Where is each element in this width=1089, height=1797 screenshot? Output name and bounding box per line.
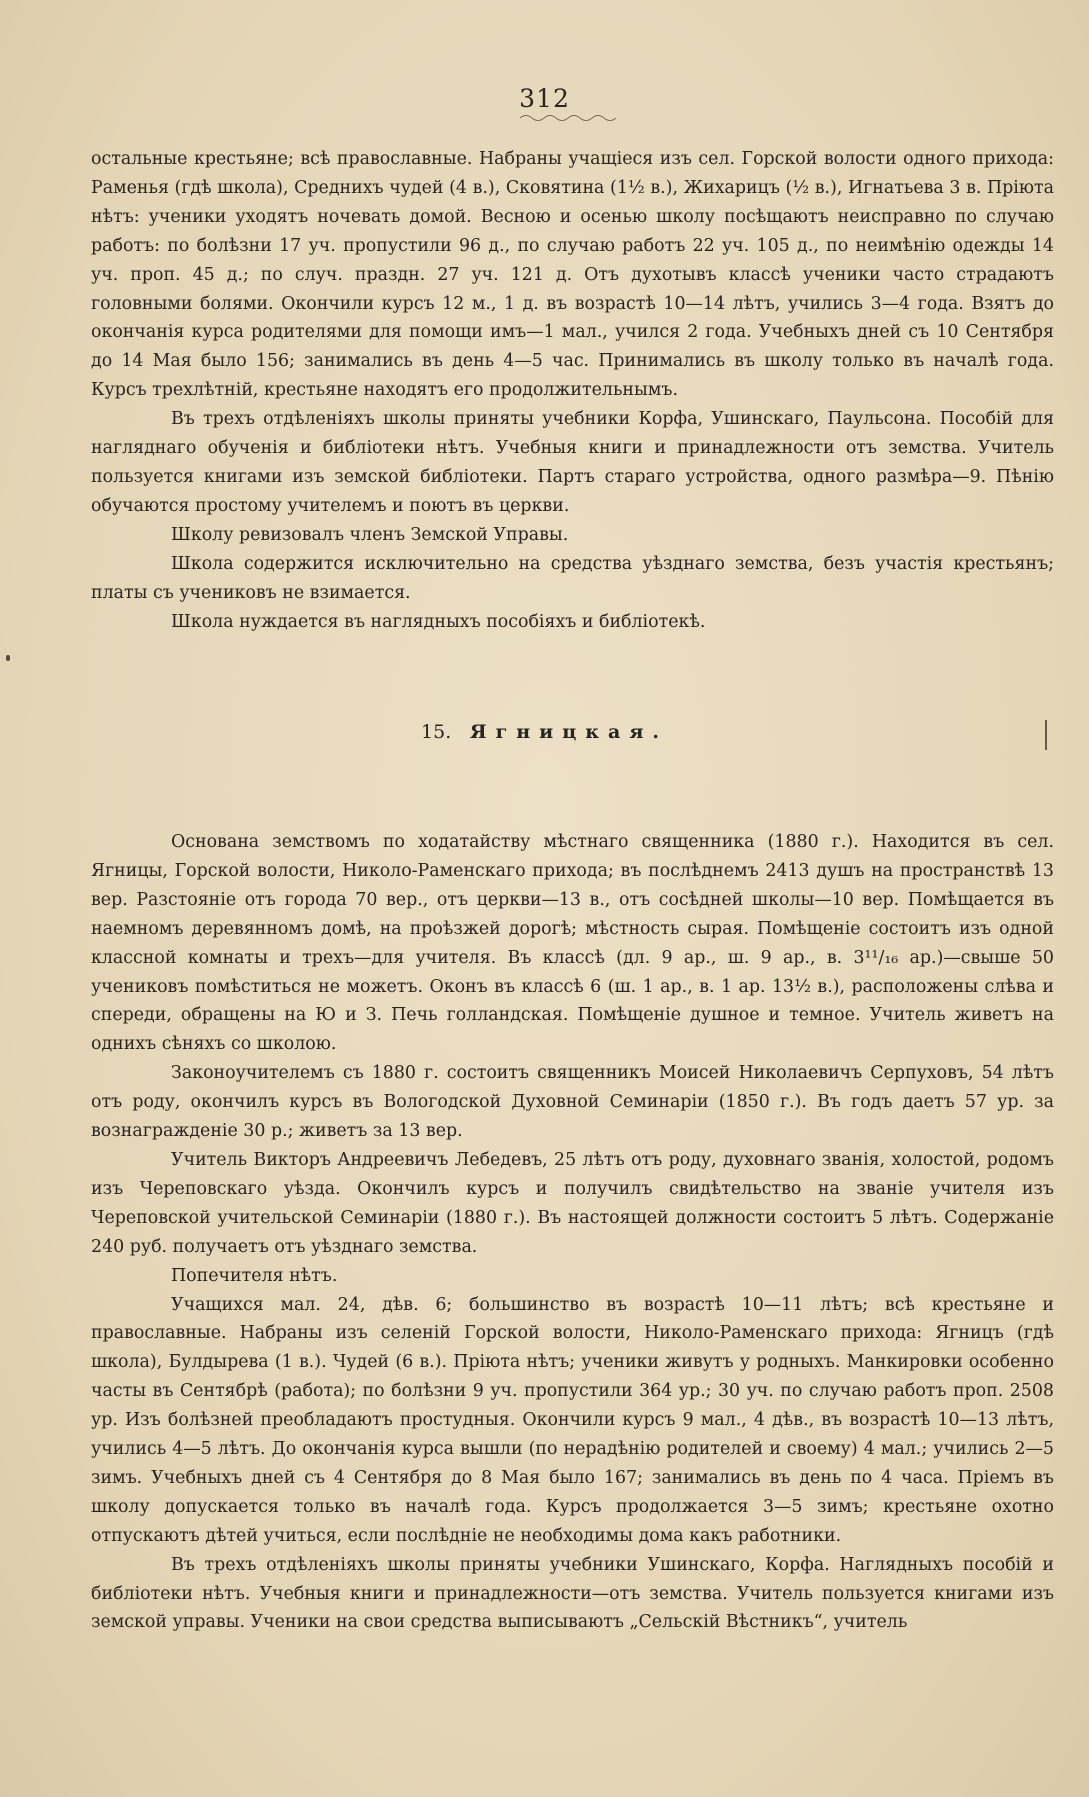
text-block-school-15 [91, 828, 1054, 1637]
paragraph: Попечителя нѣтъ. [171, 1265, 338, 1286]
paragraph: Въ трехъ отдѣленіяхъ школы приняты учебники Корфа, Ушинскаго, Паульсона. Пособій для нагляднаго обученія и библіотеки нѣтъ. Учебныя книги и принадлежности отъ земства. Учитель пользуется книгами изъ земской библіотеки. Партъ стараго устройства, одного размѣра—9. Пѣнію обучаются простому учителемъ и поютъ въ церкви. [91, 409, 1054, 516]
paragraph: Въ трехъ отдѣленіяхъ школы приняты учебники Ушинскаго, Корфа. Наглядныхъ пособій и библіотеки нѣтъ. Учебныя книги и принадлежности—отъ земства. Учитель пользуется книгами изъ земской управы. Ученики на свои средства выписываютъ „Сельскій Вѣстникъ“, учитель [91, 1554, 1054, 1633]
paragraph: Школа содержится исключительно на средства уѣзднаго земства, безъ участія крестьянъ; платы съ учениковъ не взимается. [91, 553, 1054, 603]
section-title: Ягницкая. [469, 721, 668, 743]
paragraph: Школа нуждается въ наглядныхъ пособіяхъ и библіотекѣ. [171, 611, 706, 632]
paragraph: Учащихся мал. 24, дѣв. 6; большинство въ возрастѣ 10—11 лѣтъ; всѣ крестьяне и православные. Набраны изъ селеній Горской волости, Николо-Раменскаго прихода: Ягницъ (гдѣ школа), Булдырева (1 в.). Чудей (6 в.). Пріюта нѣтъ; ученики живутъ у родныхъ. Манкировки особенно часты въ Сентябрѣ (работа); по болѣзни 9 уч. пропустили 364 ур.; 30 уч. по случаю работъ проп. 2508 ур. Изъ болѣзней преобладаютъ простудныя. Окончили курсъ 9 мал., 4 дѣв., въ возрастѣ 10—13 лѣтъ, учились 4—5 лѣтъ. До окончанія курса вышли (по нерадѣнію родителей и своему) 4 мал.; учились 2—5 зимъ. Учебныхъ дней съ 4 Сентября до 8 Мая было 167; занимались въ день по 4 часа. Пріемъ въ школу допускается только въ началѣ года. Курсъ продолжается 3—5 зимъ; крестьяне охотно отпускаютъ дѣтей учиться, если послѣдніе не необходимы дома какъ работники. [91, 1294, 1054, 1546]
scan-speck [6, 655, 10, 661]
paragraph: Школу ревизовалъ членъ Земской Управы. [171, 524, 569, 545]
section-heading [0, 721, 1089, 743]
paragraph: Законоучителемъ съ 1880 г. состоитъ священникъ Моисей Николаевичъ Серпуховъ, 54 лѣтъ отъ роду, окончилъ курсъ въ Вологодской Духовной Семинаріи (1850 г.). Въ годъ даетъ 57 ур. за вознагражденіе 30 р.; живетъ за 13 вер. [91, 1063, 1054, 1142]
ornament-flourish [520, 112, 620, 122]
paragraph: Учитель Викторъ Андреевичъ Лебедевъ, 25 лѣтъ отъ роду, духовнаго званія, холостой, родомъ изъ Череповскаго уѣзда. Окончилъ курсъ и получилъ свидѣтельство на званіе учителя изъ Череповской учительской Семинаріи (1880 г.). Въ настоящей должности состоитъ 5 лѣтъ. Содержаніе 240 руб. получаетъ отъ уѣзднаго земства. [91, 1149, 1054, 1257]
paragraph: Основана земствомъ по ходатайству мѣстнаго священника (1880 г.). Находится въ сел. Ягницы, Горской волости, Николо-Раменскаго прихода; въ послѣднемъ 2413 душъ на пространствѣ 13 вер. Разстояніе отъ города 70 вер., отъ церкви—13 в., отъ сосѣдней школы—10 вер. Помѣщается въ наемномъ деревянномъ домѣ, на проѣзжей дорогѣ; мѣстность сырая. Помѣщеніе состоитъ изъ одной классной комнаты и трехъ—для учителя. Въ классѣ (дл. 9 ар., ш. 9 ар., в. 3¹¹/₁₆ ар.)—свыше 50 учениковъ помѣститься не можетъ. Оконъ въ классѣ 6 (ш. 1 ар., в. 1 ар. 13½ в.), расположены слѣва и спереди, обращены на Ю и З. Печь голландская. Помѣщеніе душное и темное. Учитель живетъ на однихъ сѣняхъ со школою. [91, 832, 1054, 1055]
scan-mark [1045, 720, 1047, 750]
section-number: 15. [421, 721, 452, 743]
text-block-school-14-continued [91, 145, 1054, 636]
page-number: 312 [519, 84, 570, 113]
paragraph: остальные крестьяне; всѣ православные. Набраны учащіеся изъ сел. Горской волости одного прихода: Раменья (гдѣ школа), Среднихъ чудей (4 в.), Сковятина (1½ в.), Жихарицъ (½ в.), Игнатьева 3 в. Пріюта нѣтъ: ученики уходятъ ночевать домой. Весною и осенью школу посѣщаютъ неисправно по случаю работъ: по болѣзни 17 уч. пропустили 96 д., по случаю работъ 22 уч. 105 д., по неимѣнію одежды 14 уч. проп. 45 д.; по случ. праздн. 27 уч. 121 д. Отъ духотывъ классѣ ученики часто страдаютъ головными болями. Окончили курсъ 12 м., 1 д. въ возрастѣ 10—14 лѣтъ, учились 3—4 года. Взятъ до окончанія курса родителями для помощи имъ—1 мал., учился 2 года. Учебныхъ дней съ 10 Сентября до 14 Мая было 156; занимались въ день 4—5 час. Принимались въ школу только въ началѣ года. Курсъ трехлѣтній, крестьяне находятъ его продолжительнымъ. [91, 149, 1054, 401]
